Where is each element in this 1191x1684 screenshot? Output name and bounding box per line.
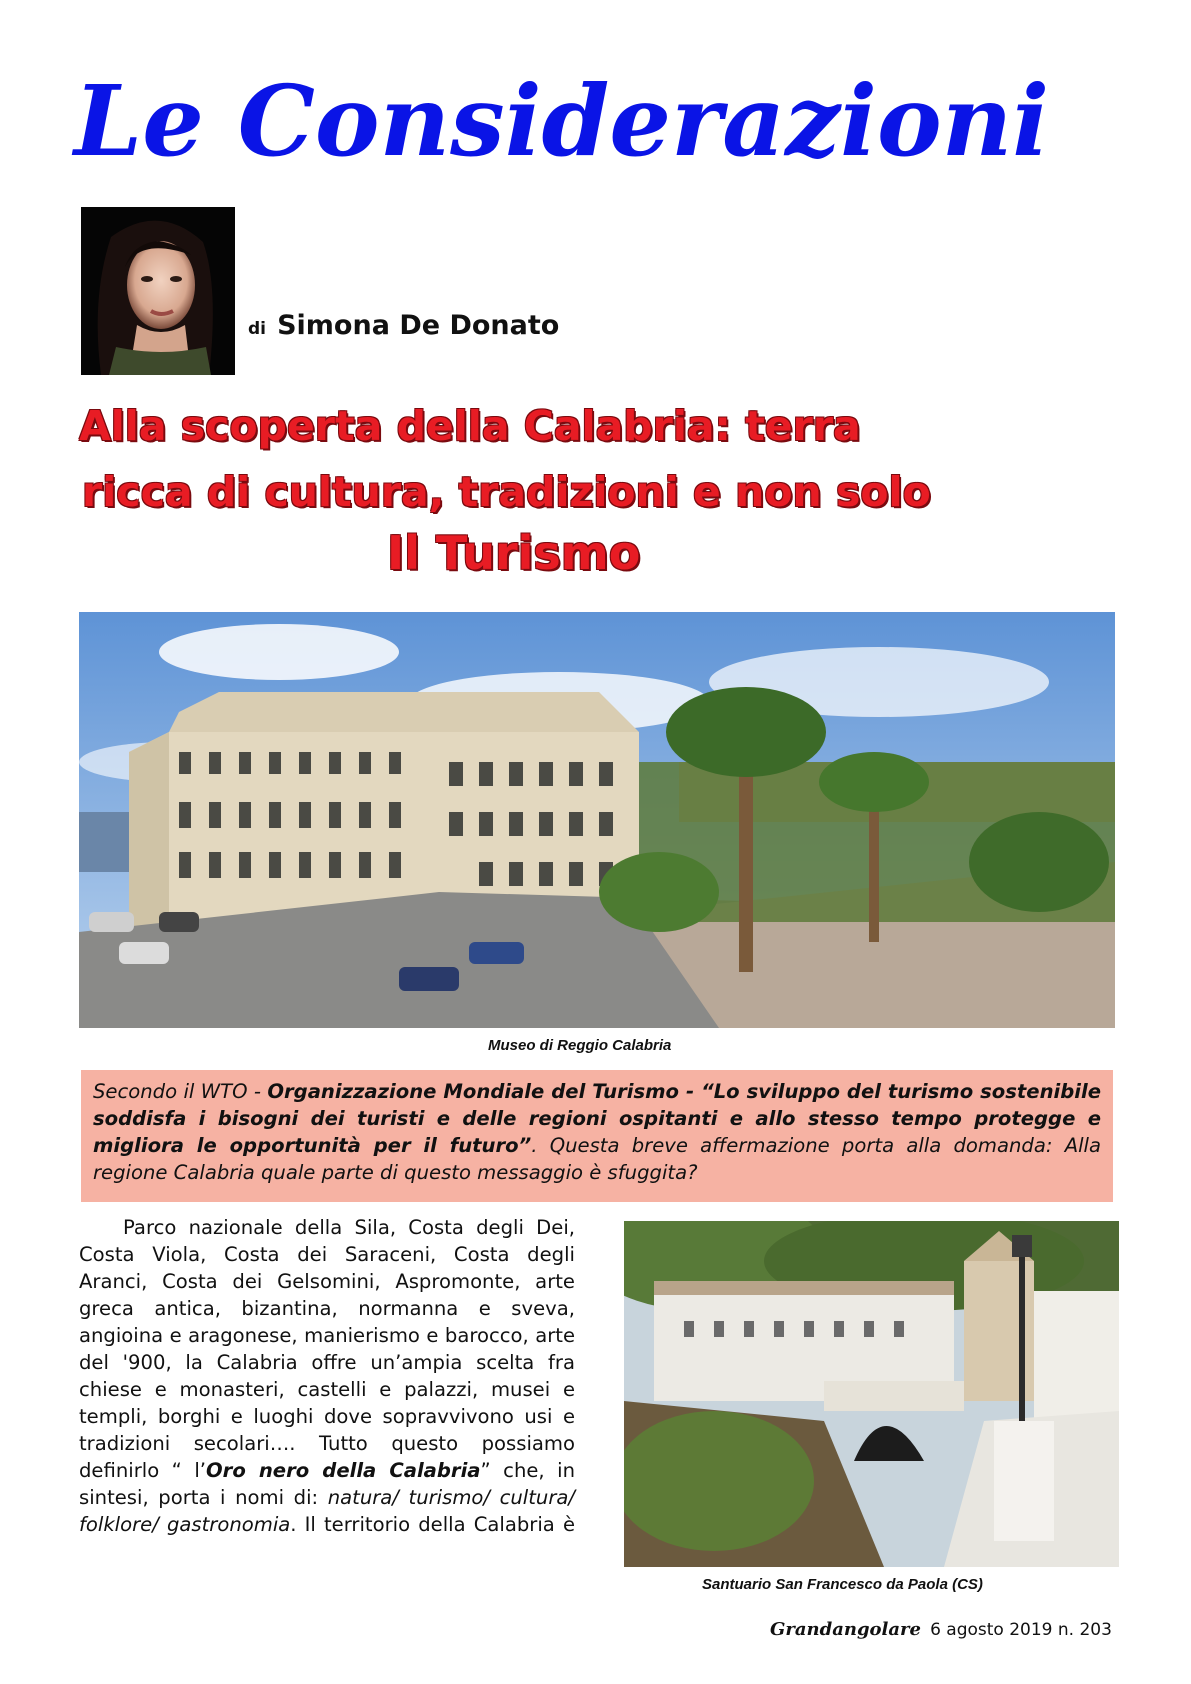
publication-name: Grandangolare	[770, 1619, 921, 1640]
article-body	[79, 1214, 575, 1538]
headline-line-1: Alla scoperta della Calabria: terra	[79, 402, 861, 450]
museum-photo-caption: Museo di Reggio Calabria	[488, 1037, 672, 1054]
body-bold-phrase: Oro nero della Calabria	[206, 1459, 481, 1482]
issue-info: 6 agosto 2019 n. 203	[930, 1620, 1112, 1640]
author-photo	[81, 207, 235, 375]
body-part-1: Parco nazionale della Sila, Costa degli Dei, Costa Viola, Costa dei Saraceni, Costa degli Aranci, Costa dei Gelsomini, Aspromonte, arte greca antica, bizantina, normanna e sveva, angioina e aragonese, manierismo e barocco, arte del '900, la Calabria offre un’ampia scelta fra chiese e monasteri, castelli e palazzi, musei e templi, borghi e luoghi dove sopravvivono usi e tradizioni secolari…. Tutto questo possiamo definirlo “ l’	[79, 1216, 575, 1482]
museum-photo	[79, 612, 1115, 1028]
author-name: Simona De Donato	[277, 310, 560, 341]
quote-intro: Secondo il WTO -	[93, 1080, 268, 1103]
page-footer	[770, 1619, 1112, 1640]
byline	[248, 310, 559, 341]
wto-quote-box	[81, 1070, 1113, 1202]
headline-line-3: Il Turismo	[387, 526, 641, 580]
body-part-3: . Il territorio della Calabria è	[290, 1513, 575, 1536]
body-italic-list: natura/ turismo/ cultura/ folklore/ gastronomia	[79, 1486, 575, 1536]
quote-org: Organizzazione Mondiale del Turismo - “Lo sviluppo del turismo sostenibile soddisfa i bisogni dei turisti e delle regioni ospitanti e allo stesso tempo protegge e migliora le opportunità per il futuro”	[93, 1080, 1101, 1157]
sanctuary-photo-caption: Santuario San Francesco da Paola (CS)	[702, 1576, 983, 1593]
article-paragraph	[79, 1214, 575, 1538]
body-part-2: ” che, in sintesi, porta i nomi di:	[79, 1459, 575, 1509]
headline-line-2: ricca di cultura, tradizioni e non solo	[82, 468, 931, 516]
quote-rest: . Questa breve affermazione porta alla domanda: Alla regione Calabria quale parte di questo messaggio è sfuggita?	[93, 1134, 1101, 1184]
sanctuary-photo	[624, 1221, 1119, 1567]
masthead-title: Le Considerazioni	[74, 64, 1050, 178]
byline-prefix: di	[248, 319, 266, 339]
